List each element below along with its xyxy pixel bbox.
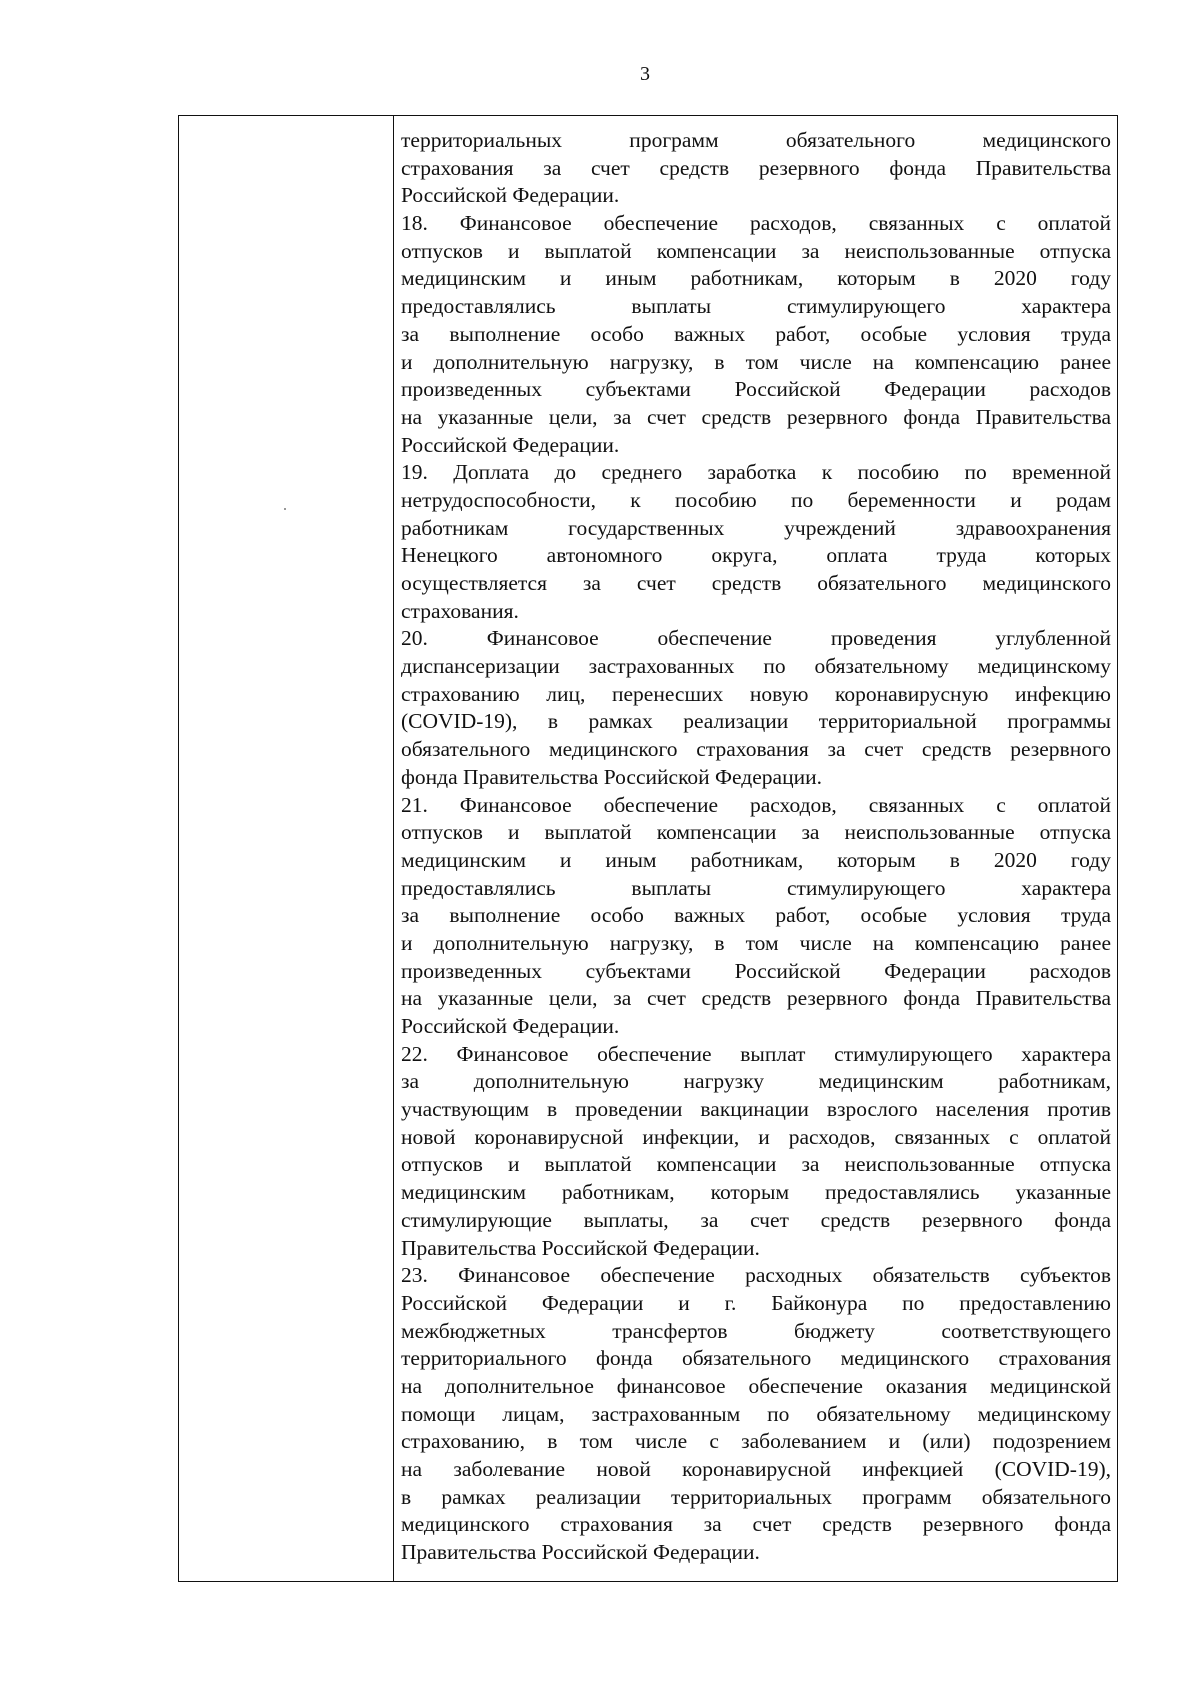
text-line: осуществляется за счет средств обязательного медицинского (401, 571, 1111, 595)
text-line: Правительства Российской Федерации. (401, 1235, 760, 1260)
page-number: 3 (640, 63, 650, 85)
scan-speck (284, 508, 286, 510)
text-line: Ненецкого автономного округа, оплата труда которых (401, 543, 1111, 568)
text-line: медицинским работникам, которым предоставлялись указанные (401, 1180, 1111, 1205)
text-line: обязательного медицинского страхования за счет средств резервного (401, 737, 1111, 762)
list-item (401, 127, 1111, 210)
text-line: на указанные цели, за счет средств резервного фонда Правительства (401, 404, 1111, 429)
text-line: отпусков и выплатой компенсации за неиспользованные отпуска (401, 820, 1111, 845)
text-line: Российской Федерации. (401, 183, 620, 208)
text-line: страхованию лиц, перенесших новую коронавирусную инфекцию (401, 681, 1111, 706)
text-line: 19. Доплата до среднего заработка к пособию по временной (401, 460, 1111, 485)
text-line: Правительства Российской Федерации. (401, 1540, 760, 1565)
list-item (401, 625, 1111, 791)
text-line: межбюджетных трансфертов бюджету соответствующего (401, 1318, 1111, 1343)
document-table (178, 115, 1118, 1582)
text-line: произведенных субъектами Российской Федерации расходов (401, 958, 1111, 983)
text-line: Российской Федерации. (401, 1014, 620, 1038)
text-line: медицинским и иным работникам, которым в 2020 году (401, 847, 1111, 872)
text-line: (COVID-19), в рамках реализации территориальной программы (401, 709, 1111, 734)
text-line: на указанные цели, за счет средств резервного фонда Правительства (401, 986, 1111, 1011)
text-line: помощи лицам, застрахованным по обязательному медицинскому (401, 1401, 1111, 1426)
text-line: 23. Финансовое обеспечение расходных обязательств субъектов (401, 1263, 1111, 1288)
text-line: за дополнительную нагрузку медицинским работникам, (401, 1069, 1111, 1094)
text-line: фонда Правительства Российской Федерации. (401, 764, 822, 789)
list-item (401, 1262, 1111, 1567)
text-line: за выполнение особо важных работ, особые условия труда (401, 321, 1111, 346)
text-line: в рамках реализации территориальных программ обязательного (401, 1484, 1111, 1509)
text-line: 22. Финансовое обеспечение выплат стимулирующего характера (401, 1041, 1111, 1066)
text-line: страхования за счет средств резервного фонда Правительства (401, 155, 1111, 180)
text-line: территориального фонда обязательного медицинского страхования (401, 1346, 1111, 1371)
table-right-cell (395, 116, 1117, 1581)
text-line: работникам государственных учреждений здравоохранения (401, 515, 1111, 540)
text-line: предоставлялись выплаты стимулирующего характера (401, 875, 1111, 900)
text-line: стимулирующие выплаты, за счет средств резервного фонда (401, 1207, 1111, 1232)
text-line: 20. Финансовое обеспечение проведения углубленной (401, 626, 1111, 651)
text-line: участвующим в проведении вакцинации взрослого населения против (401, 1097, 1111, 1122)
text-line: произведенных субъектами Российской Федерации расходов (401, 377, 1111, 402)
text-line: Российской Федерации. (401, 432, 620, 457)
text-line: отпусков и выплатой компенсации за неиспользованные отпуска (401, 1152, 1111, 1177)
text-line: на заболевание новой коронавирусной инфекцией (COVID-19), (401, 1457, 1111, 1481)
text-line: за выполнение особо важных работ, особые условия труда (401, 903, 1111, 928)
text-line: Российской Федерации и г. Байконура по предоставлению (401, 1290, 1111, 1315)
list-item (401, 459, 1111, 625)
text-line: медицинского страхования за счет средств резервного фонда (401, 1512, 1111, 1537)
text-line: и дополнительную нагрузку, в том числе на компенсацию ранее (401, 930, 1111, 955)
text-line: на дополнительное финансовое обеспечение оказания медицинской (401, 1373, 1111, 1398)
text-line: и дополнительную нагрузку, в том числе на компенсацию ранее (401, 349, 1111, 374)
text-line: медицинским и иным работникам, которым в 2020 году (401, 266, 1111, 291)
text-line: 21. Финансовое обеспечение расходов, связанных с оплатой (401, 792, 1111, 817)
text-line: новой коронавирусной инфекции, и расходов, связанных с оплатой (401, 1124, 1111, 1149)
text-line: страхованию, в том числе с заболеванием и (или) подозрением (401, 1429, 1111, 1454)
list-item (401, 210, 1111, 459)
text-line: территориальных программ обязательного медицинского (401, 128, 1111, 152)
text-line: диспансеризации застрахованных по обязательному медицинскому (401, 654, 1111, 679)
text-line: 18. Финансовое обеспечение расходов, связанных с оплатой (401, 211, 1111, 236)
text-line: предоставлялись выплаты стимулирующего характера (401, 294, 1111, 319)
text-line: нетрудоспособности, к пособию по беременности и родам (401, 487, 1111, 512)
table-left-cell (179, 116, 394, 1581)
text-line: страхования. (401, 598, 519, 623)
list-item (401, 792, 1111, 1041)
list-item (401, 1041, 1111, 1263)
text-line: отпусков и выплатой компенсации за неиспользованные отпуска (401, 238, 1111, 263)
